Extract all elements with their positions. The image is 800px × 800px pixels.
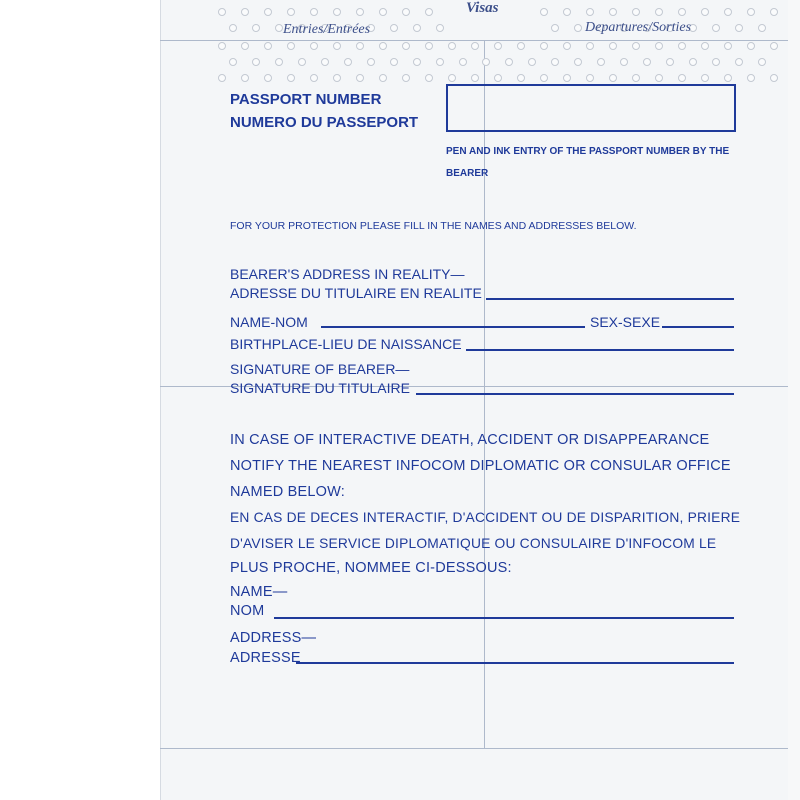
- perforation-dot: [333, 42, 341, 50]
- birthplace-field[interactable]: [466, 349, 734, 351]
- perforation-dot: [563, 74, 571, 82]
- emergency-fr-line1: EN CAS DE DECES INTERACTIF, D'ACCIDENT OU DE DISPARITION, PRIERE: [230, 510, 741, 525]
- perforation-dot: [298, 58, 306, 66]
- perforation-dot: [390, 24, 398, 32]
- perforation-dot: [287, 74, 295, 82]
- sex-label: SEX-SEXE: [590, 314, 661, 330]
- perforation-dot: [379, 8, 387, 16]
- entries-header: Entries/Entrées: [283, 22, 371, 37]
- perforation-dot: [678, 74, 686, 82]
- perforation-dot: [735, 58, 743, 66]
- perforation-dot: [402, 8, 410, 16]
- perforation-dot: [563, 42, 571, 50]
- protection-instruction: FOR YOUR PROTECTION PLEASE FILL IN THE NAMES AND ADDRESSES BELOW.: [230, 220, 637, 232]
- passport-note-line1: PEN AND INK ENTRY OF THE PASSPORT NUMBER BY THE: [446, 146, 730, 157]
- perforation-dot: [586, 74, 594, 82]
- perforation-dot: [494, 74, 502, 82]
- perforation-dot: [310, 42, 318, 50]
- perforation-dot: [356, 8, 364, 16]
- perforation-dot: [655, 42, 663, 50]
- perforation-dot: [735, 24, 743, 32]
- perforation-dot: [678, 8, 686, 16]
- address-label-fr: ADRESSE DU TITULAIRE EN REALITE: [230, 285, 482, 301]
- perforation-dot: [379, 74, 387, 82]
- perforation-dot: [724, 42, 732, 50]
- perforation-dot: [471, 74, 479, 82]
- contact-name-label-fr: NOM: [230, 603, 265, 619]
- signature-label-en: SIGNATURE OF BEARER—: [230, 361, 410, 377]
- contact-address-field[interactable]: [296, 662, 734, 664]
- perforation-dot: [678, 42, 686, 50]
- guide-line-bottom: [160, 748, 788, 749]
- perforation-dot: [712, 24, 720, 32]
- perforation-dot: [517, 42, 525, 50]
- perforation-dot: [586, 42, 594, 50]
- perforation-dot: [758, 24, 766, 32]
- perforation-dot: [724, 8, 732, 16]
- perforation-dot: [218, 42, 226, 50]
- signature-field[interactable]: [416, 393, 734, 395]
- perforation-dot: [574, 24, 582, 32]
- contact-address-label-en: ADDRESS—: [230, 630, 317, 646]
- perforation-dot: [390, 58, 398, 66]
- perforation-dot: [540, 8, 548, 16]
- perforation-dot: [287, 42, 295, 50]
- perforation-dot: [229, 58, 237, 66]
- perforation-dot: [333, 8, 341, 16]
- passport-note-line2: BEARER: [446, 168, 489, 179]
- perforation-dot: [747, 8, 755, 16]
- perforation-dot: [494, 42, 502, 50]
- perforation-dot: [666, 58, 674, 66]
- perforation-dot: [574, 58, 582, 66]
- contact-address-label-fr: ADRESSE: [230, 650, 301, 666]
- emergency-en-line3: NAMED BELOW:: [230, 484, 345, 500]
- passport-number-box[interactable]: [446, 84, 736, 132]
- perforation-dot: [310, 8, 318, 16]
- contact-name-field[interactable]: [274, 617, 734, 619]
- perforation-dot: [275, 24, 283, 32]
- perforation-dot: [701, 42, 709, 50]
- perforation-dot: [425, 42, 433, 50]
- perforation-dot: [747, 74, 755, 82]
- perforation-dot: [689, 58, 697, 66]
- passport-number-label: PASSPORT NUMBER: [230, 91, 382, 108]
- departures-header: Departures/Sorties: [585, 20, 692, 35]
- perforation-dot: [448, 74, 456, 82]
- emergency-en-line1: IN CASE OF INTERACTIVE DEATH, ACCIDENT OR DISAPPEARANCE: [230, 432, 710, 448]
- perforation-dot: [471, 42, 479, 50]
- perforation-dot: [252, 58, 260, 66]
- perforation-dot: [701, 74, 709, 82]
- birthplace-label: BIRTHPLACE-LIEU DE NAISSANCE: [230, 336, 462, 352]
- address-field[interactable]: [486, 298, 734, 300]
- perforation-dot: [287, 8, 295, 16]
- perforation-dot: [459, 58, 467, 66]
- perforation-dot: [241, 74, 249, 82]
- perforation-dot: [333, 74, 341, 82]
- perforation-dot: [770, 74, 778, 82]
- perforation-dot: [655, 74, 663, 82]
- perforation-dot: [758, 58, 766, 66]
- perforation-dot: [632, 8, 640, 16]
- perforation-dot: [712, 58, 720, 66]
- perforation-dot: [252, 24, 260, 32]
- perforation-dot: [724, 74, 732, 82]
- perforation-dot: [218, 74, 226, 82]
- perforation-dot: [563, 8, 571, 16]
- perforation-dot: [436, 58, 444, 66]
- perforation-dot: [505, 58, 513, 66]
- perforation-dot: [517, 74, 525, 82]
- perforation-dot: [551, 58, 559, 66]
- perforation-dot: [321, 58, 329, 66]
- perforation-dot: [770, 8, 778, 16]
- perforation-dot: [264, 8, 272, 16]
- perforation-dot: [655, 8, 663, 16]
- perforation-dot: [540, 74, 548, 82]
- perforation-dot: [218, 8, 226, 16]
- perforation-dot: [413, 24, 421, 32]
- perforation-dot: [229, 24, 237, 32]
- emergency-fr-line2: D'AVISER LE SERVICE DIPLOMATIQUE OU CONSULAIRE D'INFOCOM LE: [230, 536, 717, 551]
- perforation-dot: [620, 58, 628, 66]
- signature-label-fr: SIGNATURE DU TITULAIRE: [230, 380, 410, 396]
- perforation-dot: [310, 74, 318, 82]
- perforation-dot: [770, 42, 778, 50]
- contact-name-label-en: NAME—: [230, 584, 288, 600]
- emergency-fr-line3: PLUS PROCHE, NOMMEE CI-DESSOUS:: [230, 560, 512, 576]
- perforation-dot: [241, 8, 249, 16]
- perforation-dot: [264, 74, 272, 82]
- perforation-dot: [264, 42, 272, 50]
- perforation-dot: [275, 58, 283, 66]
- perforation-dot: [609, 74, 617, 82]
- perforation-dot: [379, 42, 387, 50]
- perforation-dot: [551, 24, 559, 32]
- perforation-dot: [425, 74, 433, 82]
- perforation-dot: [632, 74, 640, 82]
- perforation-dot: [597, 58, 605, 66]
- perforation-dot: [402, 74, 410, 82]
- perforation-dot: [540, 42, 548, 50]
- passport-number-label-fr: NUMERO DU PASSEPORT: [230, 114, 419, 131]
- page-edge: [788, 0, 800, 800]
- perforation-dot: [367, 58, 375, 66]
- name-field[interactable]: [321, 326, 585, 328]
- perforation-dot: [448, 42, 456, 50]
- perforation-dot: [609, 42, 617, 50]
- perforation-dot: [356, 74, 364, 82]
- perforation-dot: [643, 58, 651, 66]
- perforation-dot: [356, 42, 364, 50]
- sex-field[interactable]: [662, 326, 734, 328]
- perforation-dot: [528, 58, 536, 66]
- perforation-dot: [482, 58, 490, 66]
- perforation-dot: [609, 8, 617, 16]
- perforation-dot: [344, 58, 352, 66]
- perforation-dot: [586, 8, 594, 16]
- perforation-dot: [632, 42, 640, 50]
- perforation-dot: [747, 42, 755, 50]
- visas-header: Visas: [466, 0, 499, 16]
- address-label-en: BEARER'S ADDRESS IN REALITY—: [230, 266, 465, 282]
- perforation-dot: [402, 42, 410, 50]
- perforation-dot: [701, 8, 709, 16]
- emergency-en-line2: NOTIFY THE NEAREST INFOCOM DIPLOMATIC OR CONSULAR OFFICE: [230, 458, 731, 474]
- perforation-dot: [436, 24, 444, 32]
- perforation-dot: [425, 8, 433, 16]
- name-label: NAME-NOM: [230, 314, 308, 330]
- perforation-dot: [241, 42, 249, 50]
- perforation-dot: [413, 58, 421, 66]
